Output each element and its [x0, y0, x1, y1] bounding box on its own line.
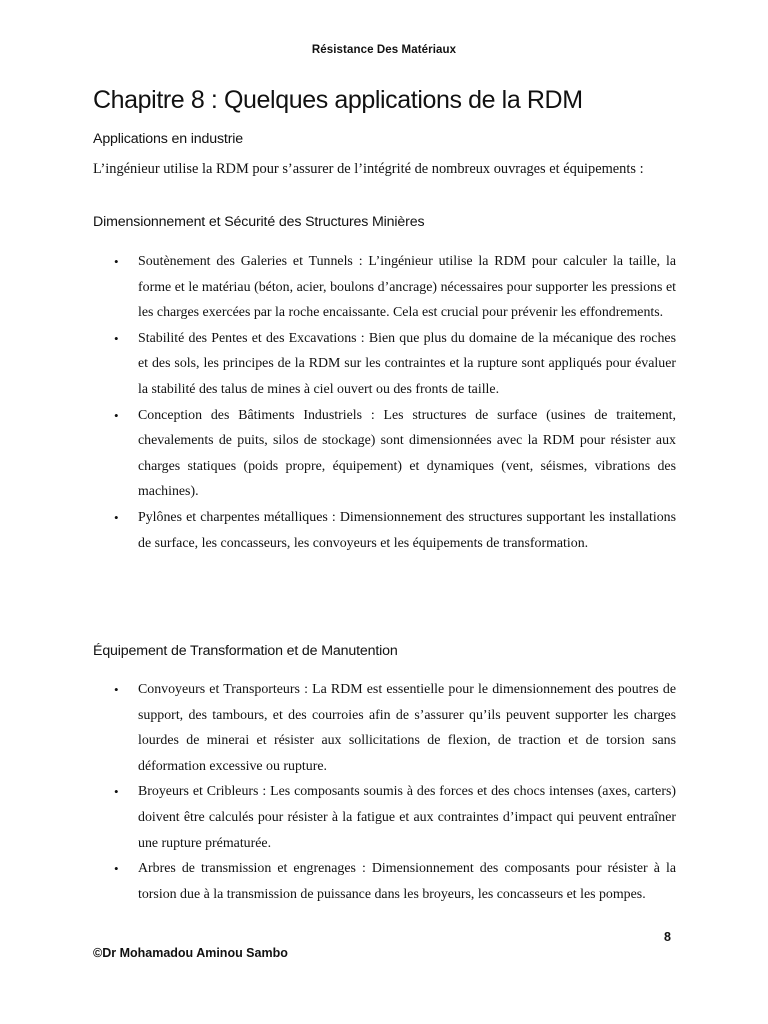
list-item-text: Broyeurs et Cribleurs : Les composants soumis à des forces et des chocs intenses (axes, carters) doivent être calculés pour résister à la fatigue et aux contraintes d’impact qui peuvent entraîner une rupture prématurée. — [138, 784, 676, 851]
section-heading-structures: Dimensionnement et Sécurité des Structures Minières — [93, 214, 425, 230]
chapter-title: Chapitre 8 : Quelques applications de la RDM — [93, 86, 583, 114]
running-header: Résistance Des Matériaux — [311, 44, 457, 56]
structures-list — [114, 249, 676, 556]
list-item — [114, 677, 676, 779]
list-item — [114, 403, 676, 505]
list-item-text: Convoyeurs et Transporteurs : La RDM est essentielle pour le dimensionnement des poutres de support, des tambours, et des courroies afin de s’assurer qu’ils peuvent supporter les charges lourdes de minerai et résister aux sollicitations de flexion, de traction et de torsion sans déformation excessive ou rupture. — [138, 682, 676, 774]
list-item-text: Conception des Bâtiments Industriels : Les structures de surface (usines de traitement, chevalements de puits, silos de stockage) sont dimensionnées avec la RDM pour résister aux charges statiques (poids propre, équipement) et dynamiques (vent, séismes, vibrations des machines). — [138, 407, 676, 500]
list-item-text: Stabilité des Pentes et des Excavations : Bien que plus du domaine de la mécanique des roches et des sols, les principes de la RDM sur les contraintes et la rupture sont appliqués pour évaluer la stabilité des talus de mines à ciel ouvert ou des fronts de taille. — [138, 330, 676, 397]
list-item — [114, 505, 676, 556]
section-heading-equipment: Équipement de Transformation et de Manutention — [93, 643, 398, 659]
list-item — [114, 326, 676, 403]
bullet-icon: • — [114, 861, 119, 877]
bullet-icon: • — [114, 330, 119, 346]
bullet-icon: • — [114, 784, 119, 800]
list-item — [114, 249, 676, 326]
page-number: 8 — [664, 930, 671, 944]
section-heading-industry: Applications en industrie — [93, 131, 244, 147]
bullet-icon: • — [114, 254, 119, 269]
list-item-text: Soutènement des Galeries et Tunnels : L’ingénieur utilise la RDM pour calculer la taille, la forme et le matériau (béton, acier, boulons d’ancrage) nécessaires pour supporter les pressions et les charges exercées par la roche encaissante. Cela est crucial pour prévenir les effondrements. — [138, 254, 676, 321]
bullet-icon: • — [114, 407, 119, 423]
bullet-icon: • — [114, 509, 119, 525]
footer-author: ©Dr Mohamadou Aminou Sambo — [93, 946, 288, 960]
equipment-list — [114, 677, 676, 907]
bullet-icon: • — [114, 682, 119, 697]
list-item-text: Pylônes et charpentes métalliques : Dimensionnement des structures supportant les installations de surface, les concasseurs, les convoyeurs et les équipements de transformation. — [138, 509, 676, 551]
list-item — [114, 779, 676, 856]
intro-paragraph: L’ingénieur utilise la RDM pour s’assurer de l’intégrité de nombreux ouvrages et équipements : — [93, 161, 644, 177]
list-item-text: Arbres de transmission et engrenages : Dimensionnement des composants pour résister à la torsion due à la transmission de puissance dans les broyeurs, les concasseurs et les pompes. — [138, 861, 676, 902]
list-item — [114, 856, 676, 907]
